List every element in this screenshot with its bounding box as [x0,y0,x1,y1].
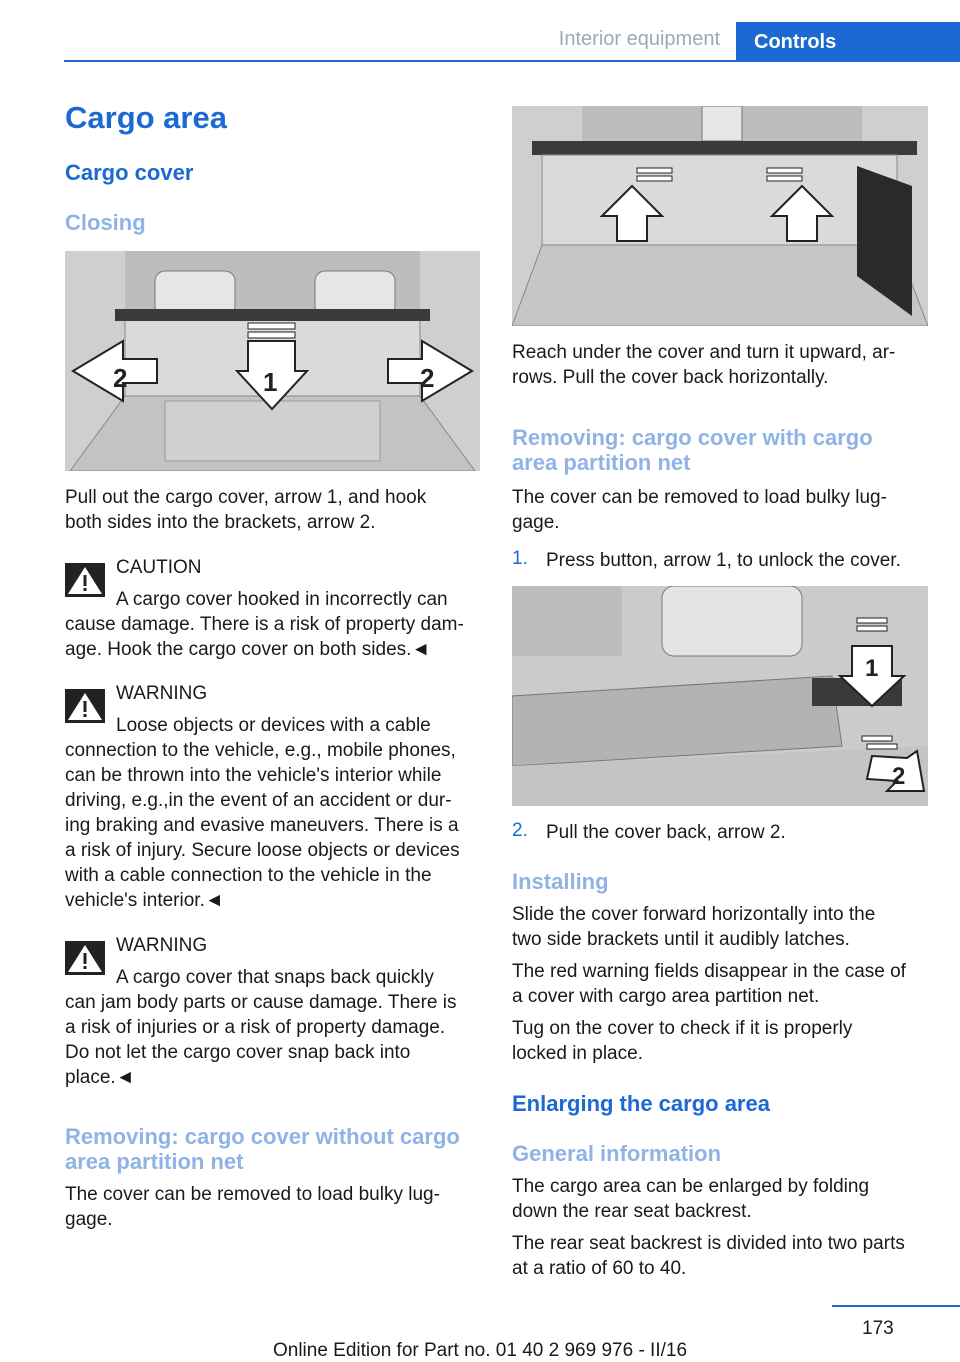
warning-line: ing braking and evasive maneuvers. There is a [65,815,459,836]
warning-line: can jam body parts or cause damage. There is [65,992,457,1013]
closing-text-line: Pull out the cargo cover, arrow 1, and hook [65,487,427,508]
ratio-text-line: The rear seat backrest is divided into two parts [512,1233,905,1254]
warning-notice-loose-objects [65,683,480,913]
warning-line: Loose objects or devices with a cable [116,715,431,736]
removing-net-text-line: The cover can be removed to load bulky lug‐ [512,487,887,508]
header-chapter-tab: Controls [736,22,960,62]
installing-text-line: Slide the cover forward horizontally into the [512,904,876,925]
subheading-removing-without-net: area partition net [65,1149,244,1174]
caution-line: age. Hook the cargo cover on both sides.◄ [65,639,431,660]
warning-line: vehicle's interior.◄ [65,890,224,911]
step-number: 2. [512,820,528,841]
subheading-removing-without-net: Removing: cargo cover without cargo [65,1124,460,1149]
step-number: 1. [512,548,528,569]
arrow-label-1: 1 [865,655,879,682]
step-text: Pull the cover back, arrow 2. [546,822,786,843]
tug-text-line: locked in place. [512,1043,643,1064]
subheading-closing: Closing [65,210,146,235]
warning-line: place.◄ [65,1067,135,1088]
general-text-line: The cargo area can be enlarged by folding [512,1176,870,1197]
page-title: Cargo area [65,100,227,135]
page-header [0,0,960,62]
removing-text-line: The cover can be removed to load bulky lug‐ [65,1184,440,1205]
removing-net-text-line: gage. [512,512,560,533]
warning-body [65,713,480,913]
subheading-removing-with-net: area partition net [512,450,691,475]
caution-notice [65,557,480,667]
closing-text-line: both sides into the brackets, arrow 2. [65,512,376,533]
warning-notice-snap-back [65,935,480,1090]
warning-body [65,965,480,1090]
header-section-title: Interior equipment [558,28,720,50]
subheading-removing-with-net: Removing: cargo cover with cargo [512,425,873,450]
subheading-general-information: General information [512,1141,722,1166]
caution-line: A cargo cover hooked in incorrectly can [116,589,448,610]
arrow-label-2: 2 [892,763,906,790]
red-fields-text-line: The red warning fields disappear in the case of [512,961,906,982]
section-heading-enlarging: Enlarging the cargo area [512,1091,770,1116]
installing-text-line: two side brackets until it audibly latches. [512,929,850,950]
arrow-label-right: 2 [420,363,435,393]
page-number: 173 [862,1318,894,1339]
warning-line: A cargo cover that snaps back quickly [116,967,434,988]
caution-body [65,587,480,662]
warning-label: WARNING [116,683,208,704]
footer-rule [832,1305,960,1307]
reach-text-line: Reach under the cover and turn it upward, ar‐ [512,342,896,363]
removing-text-line: gage. [65,1209,113,1230]
figure-turn-cover-upward [512,106,928,326]
figure-unlock-cover [512,586,928,806]
warning-line: Do not let the cargo cover snap back into [65,1042,411,1063]
edition-footer: Online Edition for Part no. 01 40 2 969 976 - II/16 [272,1340,688,1361]
tug-text-line: Tug on the cover to check if it is properly [512,1018,853,1039]
warning-line: a risk of injuries or a risk of property damage. [65,1017,446,1038]
red-fields-text-line: a cover with cargo area partition net. [512,986,820,1007]
warning-line: a risk of injury. Secure loose objects or devices [65,840,460,861]
caution-label: CAUTION [116,557,202,578]
caution-line: cause damage. There is a risk of property dam‐ [65,614,464,635]
reach-text-line: rows. Pull the cover back horizontally. [512,367,829,388]
arrow-label-left: 2 [113,363,128,393]
warning-label: WARNING [116,935,208,956]
arrow-label-center: 1 [263,367,278,397]
general-text-line: down the rear seat backrest. [512,1201,752,1222]
step-text: Press button, arrow 1, to unlock the cover. [546,550,901,571]
warning-line: connection to the vehicle, e.g., mobile phones, [65,740,456,761]
ratio-text-line: at a ratio of 60 to 40. [512,1258,687,1279]
section-heading-cargo-cover: Cargo cover [65,160,194,185]
warning-line: can be thrown into the vehicle's interior while [65,765,442,786]
subheading-installing: Installing [512,869,609,894]
warning-line: driving, e.g.,in the event of an accident or dur‐ [65,790,452,811]
figure-closing-cargo-cover [65,251,480,471]
header-rule [64,60,960,62]
warning-line: with a cable connection to the vehicle in the [65,865,432,886]
